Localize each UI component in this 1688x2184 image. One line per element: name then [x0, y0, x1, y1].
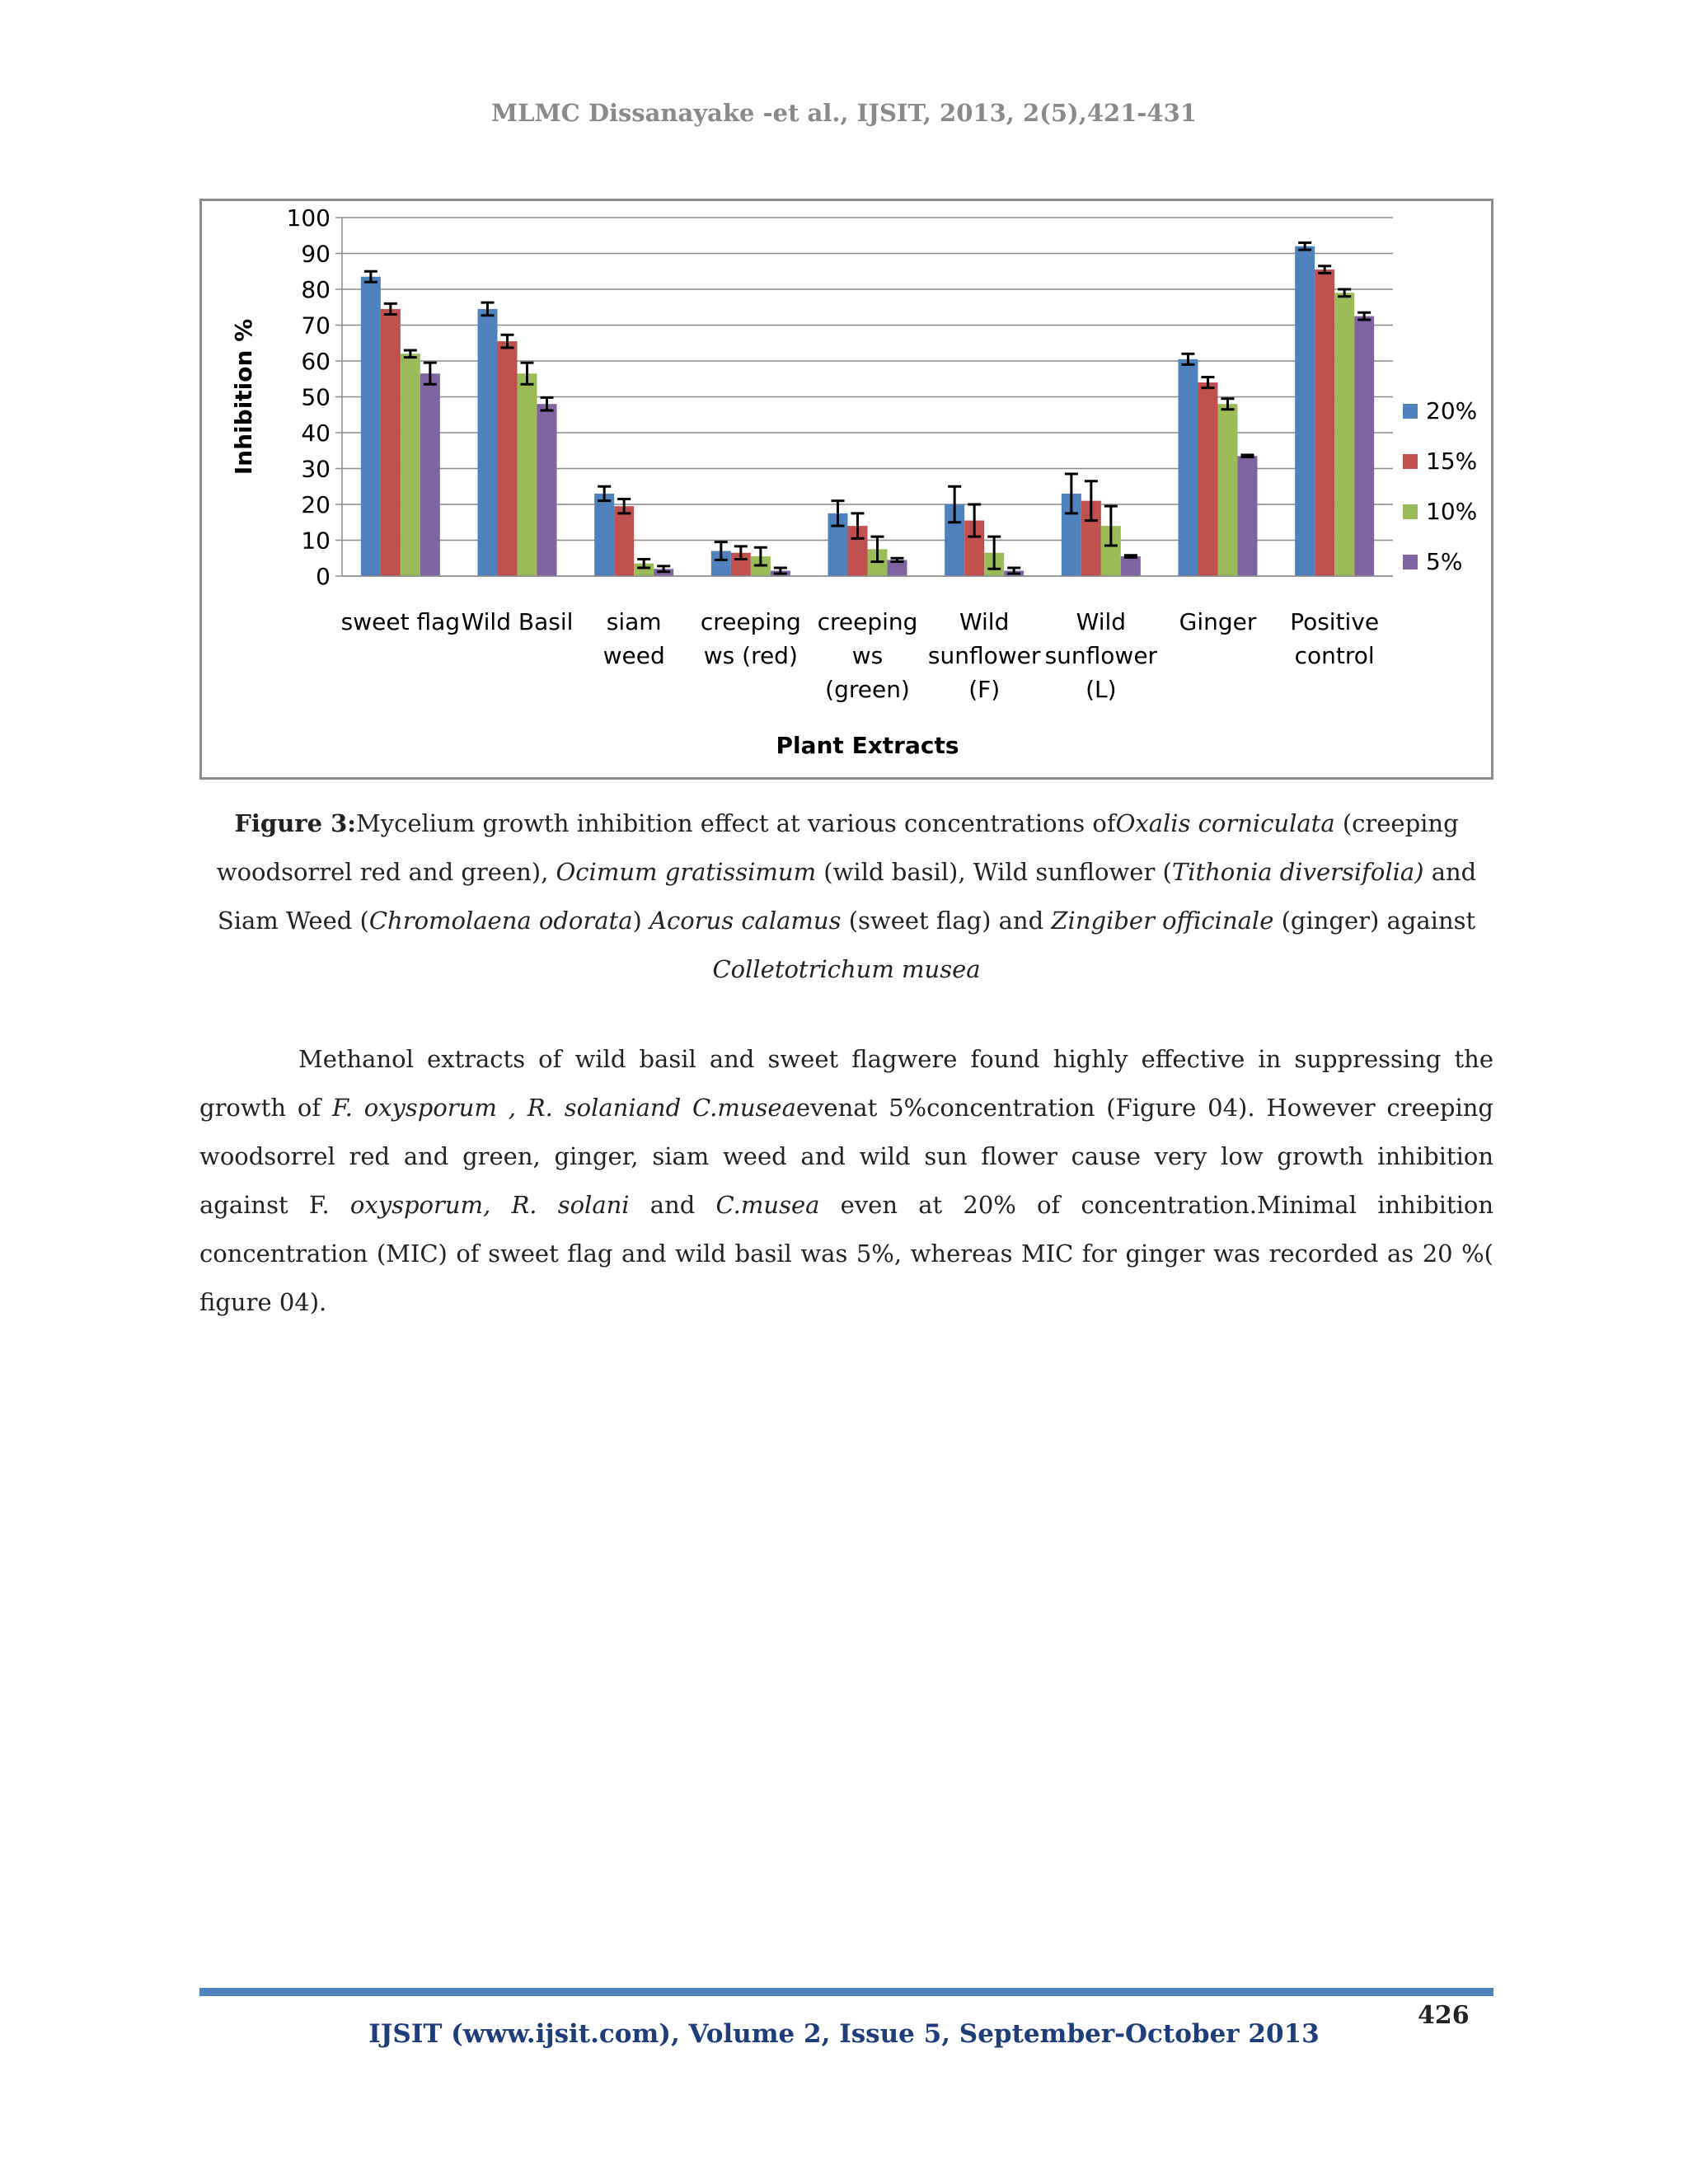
legend-swatch — [1403, 555, 1418, 569]
x-category-label — [818, 608, 918, 703]
x-category-label-line: sweet flag — [340, 608, 461, 635]
legend-label: 10% — [1426, 498, 1478, 525]
paragraph-text: even at 20% of concentration.Minimal inhibition concentration (MIC) of sweet flag and wild basil was 5%, whereas MIC for ginger was recorded as 20 %( figure 04). — [199, 1191, 1493, 1316]
bar — [478, 309, 498, 576]
x-category-label-line: ws — [851, 642, 884, 669]
bar — [614, 506, 634, 576]
caption-text: ) — [632, 907, 650, 935]
x-category-label-line: (green) — [825, 676, 910, 703]
bar — [1315, 269, 1334, 576]
y-tick-label: 20 — [301, 491, 331, 518]
caption-text: and Siam Weed ( — [217, 858, 1477, 935]
y-tick-label: 10 — [301, 527, 331, 555]
bar — [1354, 316, 1374, 576]
paragraph-text: evenat 5%concentration (Figure 04). However creeping woodsorrel red and green, ginger, siam weed and wild sun flower cause very low growth inhibition against F. — [199, 1094, 1493, 1219]
body-paragraph — [199, 1035, 1493, 1327]
bar — [361, 277, 381, 576]
x-category-label-line: creeping — [700, 608, 801, 635]
legend-label: 20% — [1426, 397, 1478, 424]
x-category-label-line: creeping — [817, 608, 918, 635]
paragraph-italic: C.musea — [715, 1191, 820, 1219]
x-category-label-line: sunflower — [927, 642, 1041, 669]
x-category-label — [603, 608, 665, 669]
caption-text: Mycelium growth inhibition effect at various concentrations of — [356, 809, 1116, 837]
bar — [1121, 556, 1141, 576]
bar — [420, 373, 440, 576]
y-tick-label: 90 — [301, 240, 331, 268]
y-tick-label: 0 — [316, 563, 331, 590]
legend-swatch — [1403, 504, 1418, 519]
bar-chart — [202, 201, 1491, 777]
x-category-label — [462, 608, 574, 635]
bar — [537, 404, 557, 576]
x-category-label — [1290, 608, 1379, 669]
x-category-label-line: control — [1294, 642, 1375, 669]
y-tick-label: 40 — [301, 419, 331, 447]
figure-caption — [199, 799, 1493, 994]
caption-text: (wild basil), Wild sunflower ( — [816, 858, 1172, 886]
x-category-label-line: ws (red) — [703, 642, 798, 669]
caption-italic: Chromolaena odorata — [368, 907, 633, 935]
x-category-label-line: Wild — [1076, 608, 1127, 635]
x-category-label-line: sunflower — [1044, 642, 1158, 669]
caption-italic: Ocimum gratissimum — [556, 858, 817, 886]
running-footer: IJSIT (www.ijsit.com), Volume 2, Issue 5, September-October 2013 — [368, 2019, 1320, 2049]
legend-label: 5% — [1426, 548, 1463, 575]
y-tick-label: 30 — [301, 455, 331, 483]
legend-swatch — [1403, 454, 1418, 469]
x-category-label-line: Positive — [1290, 608, 1380, 635]
bar — [381, 309, 401, 576]
figure-3-chart-frame — [199, 199, 1493, 780]
caption-italic: Zingiber officinale — [1051, 907, 1274, 935]
y-tick-label: 60 — [301, 348, 331, 375]
y-axis-label: Inhibition % — [230, 318, 257, 476]
paragraph-text: Methanol extracts of wild basil and sweet flagwere found highly effective in suppressing the growth of — [199, 1045, 1493, 1122]
x-category-label-line: Wild — [959, 608, 1010, 635]
caption-text: (sweet flag) and — [841, 907, 1052, 935]
x-category-label-line: (F) — [968, 676, 1001, 703]
paragraph-text: and — [629, 1191, 716, 1219]
caption-text: (ginger) against — [1273, 907, 1476, 935]
y-tick-label: 100 — [286, 204, 331, 232]
paragraph-italic: F. oxysporum , R. solaniand C.musea — [332, 1094, 796, 1122]
x-category-label-line: siam — [606, 608, 662, 635]
bar — [1198, 382, 1218, 576]
bar — [1295, 246, 1315, 576]
page-number: 426 — [1418, 2001, 1470, 2030]
running-header: MLMC Dissanayake -et al., IJSIT, 2013, 2(5),421-431 — [491, 99, 1197, 127]
x-category-label — [1179, 608, 1257, 635]
bar — [594, 494, 614, 576]
bar — [518, 373, 537, 576]
x-category-label — [341, 608, 460, 635]
bar — [1179, 359, 1198, 576]
x-category-label — [928, 608, 1041, 703]
x-category-label — [701, 608, 801, 669]
x-category-label-line: weed — [603, 642, 665, 669]
caption-italic: Colletotrichum musea — [712, 955, 981, 983]
y-tick-label: 80 — [301, 276, 331, 303]
x-category-label-line: Wild Basil — [461, 608, 574, 635]
caption-italic: Oxalis corniculata — [1115, 809, 1335, 837]
legend-swatch — [1403, 404, 1418, 419]
bar — [1218, 404, 1238, 576]
paragraph-italic: oxysporum, R. solani — [349, 1191, 630, 1219]
caption-label: Figure 3: — [234, 809, 357, 837]
bar — [498, 341, 518, 576]
legend-label: 15% — [1426, 448, 1478, 475]
y-tick-label: 70 — [301, 312, 331, 340]
x-category-label-line: (L) — [1085, 676, 1117, 703]
x-category-label-line: Ginger — [1179, 608, 1257, 635]
bar — [401, 354, 420, 576]
bar — [1238, 456, 1258, 576]
caption-text: (creeping woodsorrel red and green), — [216, 809, 1459, 886]
caption-italic: Acorus calamus — [649, 907, 842, 935]
y-tick-label: 50 — [301, 383, 331, 411]
x-axis-label: Plant Extracts — [776, 732, 959, 759]
bar — [1334, 293, 1354, 576]
footer-rule — [199, 1988, 1493, 1996]
caption-italic: Tithonia diversifolia) — [1171, 858, 1424, 886]
x-category-label — [1045, 608, 1158, 703]
